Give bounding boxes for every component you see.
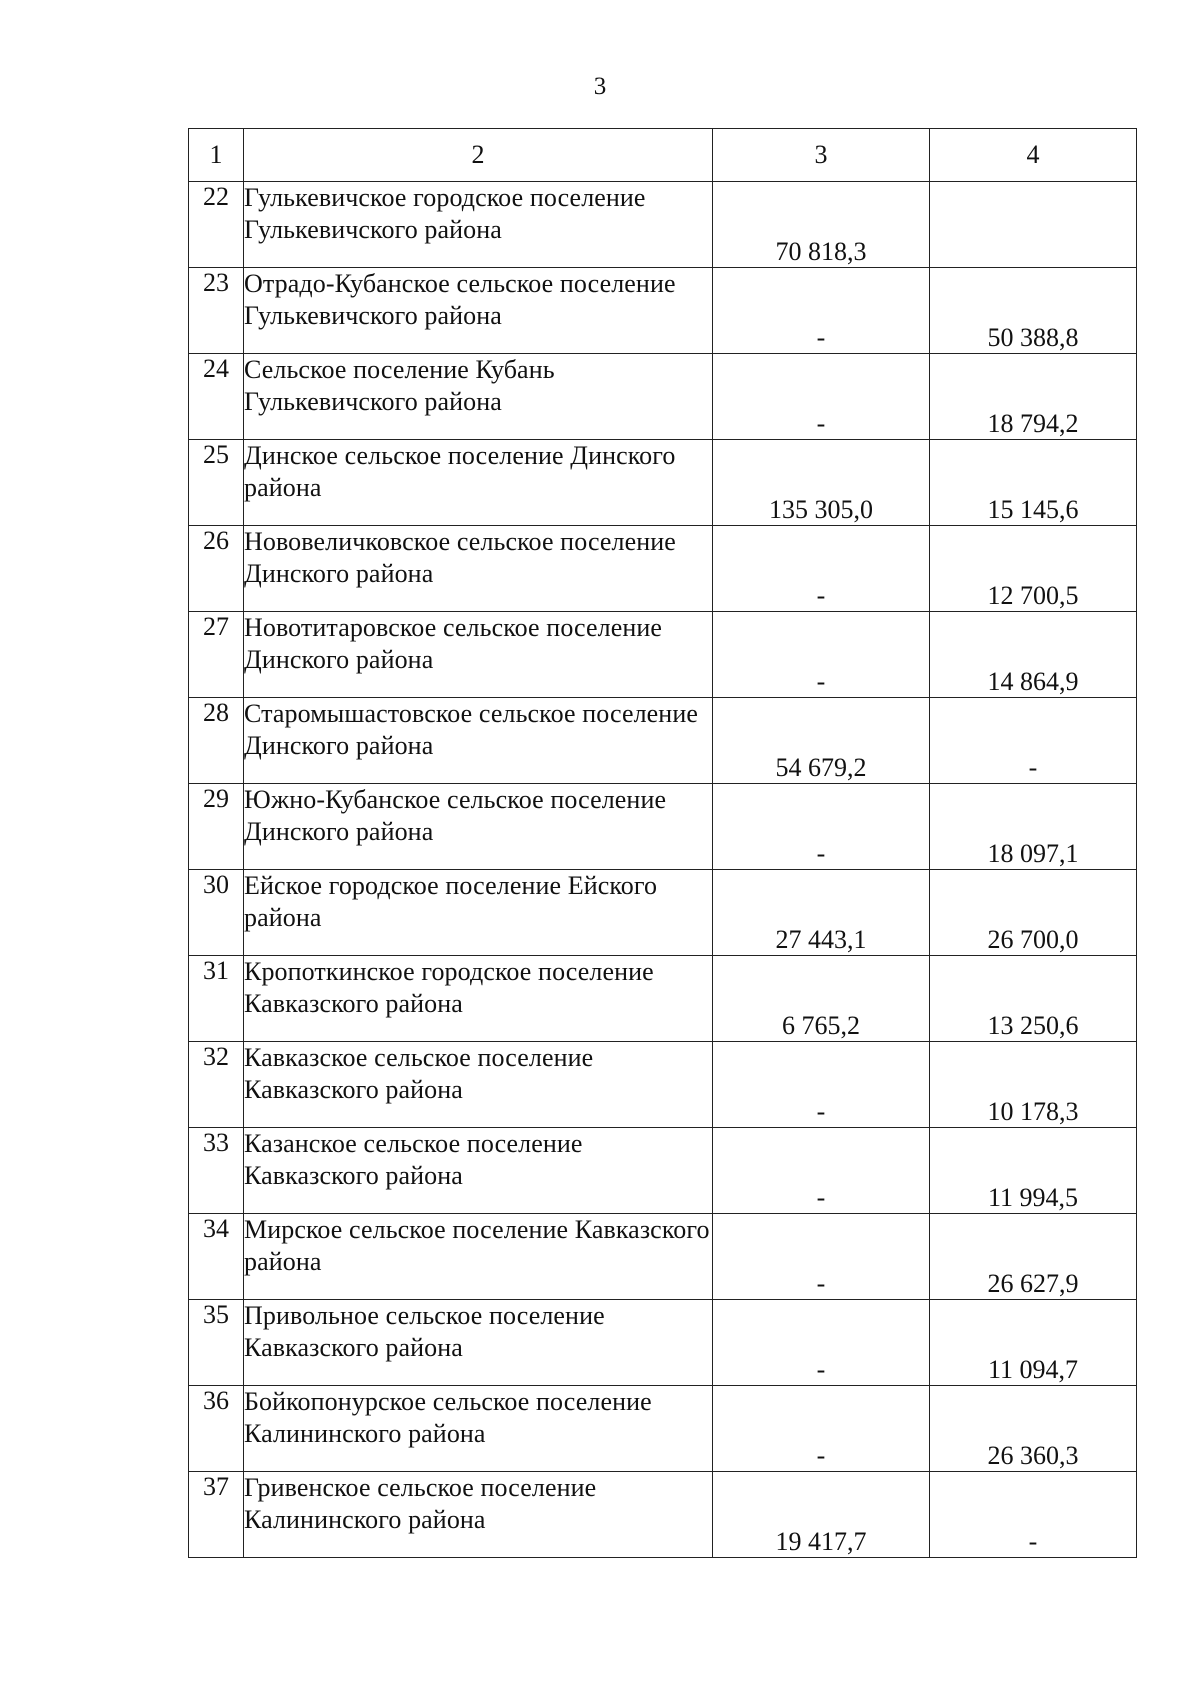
row-number-cell: 24	[189, 354, 244, 440]
table-row	[189, 1472, 1137, 1558]
column-4-value-cell: 11 094,7	[930, 1300, 1137, 1386]
table-header-row	[189, 129, 1137, 182]
row-number-cell: 29	[189, 784, 244, 870]
column-3-value-cell: -	[713, 526, 930, 612]
table-row	[189, 182, 1137, 268]
column-header-4: 4	[930, 129, 1137, 182]
table-row	[189, 1128, 1137, 1214]
settlement-name-cell: Динское сельское поселение Динского района	[244, 440, 713, 526]
row-number-cell: 27	[189, 612, 244, 698]
row-number-cell: 32	[189, 1042, 244, 1128]
table-row	[189, 268, 1137, 354]
settlement-name-cell: Нововеличковское сельское поселение Динского района	[244, 526, 713, 612]
column-3-value-cell: 135 305,0	[713, 440, 930, 526]
column-4-value-cell: 50 388,8	[930, 268, 1137, 354]
table-row	[189, 1300, 1137, 1386]
column-3-value-cell: -	[713, 1300, 930, 1386]
table-row	[189, 354, 1137, 440]
column-4-value-cell: 10 178,3	[930, 1042, 1137, 1128]
settlement-name-cell: Привольное сельское поселение Кавказского района	[244, 1300, 713, 1386]
row-number-cell: 35	[189, 1300, 244, 1386]
column-4-value-cell: 11 994,5	[930, 1128, 1137, 1214]
data-table	[188, 128, 1137, 1558]
column-header-3: 3	[713, 129, 930, 182]
column-3-value-cell: -	[713, 612, 930, 698]
settlement-name-cell: Южно-Кубанское сельское поселение Динского района	[244, 784, 713, 870]
column-4-value-cell: 26 700,0	[930, 870, 1137, 956]
settlement-name-cell: Гривенское сельское поселение Калининского района	[244, 1472, 713, 1558]
column-3-value-cell: -	[713, 1128, 930, 1214]
column-4-value-cell: 18 097,1	[930, 784, 1137, 870]
column-3-value-cell: 54 679,2	[713, 698, 930, 784]
column-header-2: 2	[244, 129, 713, 182]
settlement-name-cell: Гулькевичское городское поселение Гулькевичского района	[244, 182, 713, 268]
table-row	[189, 784, 1137, 870]
row-number-cell: 23	[189, 268, 244, 354]
table-row	[189, 612, 1137, 698]
column-4-value-cell: 26 627,9	[930, 1214, 1137, 1300]
column-4-value-cell: 18 794,2	[930, 354, 1137, 440]
column-3-value-cell: -	[713, 1386, 930, 1472]
column-3-value-cell: 6 765,2	[713, 956, 930, 1042]
column-4-value-cell	[930, 182, 1137, 268]
column-3-value-cell: 19 417,7	[713, 1472, 930, 1558]
column-4-value-cell: 15 145,6	[930, 440, 1137, 526]
column-3-value-cell: -	[713, 268, 930, 354]
settlement-name-cell: Бойкопонурское сельское поселение Калининского района	[244, 1386, 713, 1472]
column-3-value-cell: 27 443,1	[713, 870, 930, 956]
column-3-value-cell: -	[713, 1042, 930, 1128]
settlement-name-cell: Ейское городское поселение Ейского района	[244, 870, 713, 956]
row-number-cell: 22	[189, 182, 244, 268]
settlement-name-cell: Сельское поселение Кубань Гулькевичского района	[244, 354, 713, 440]
table-body	[189, 182, 1137, 1558]
settlement-name-cell: Мирское сельское поселение Кавказского района	[244, 1214, 713, 1300]
column-4-value-cell: -	[930, 698, 1137, 784]
table-row	[189, 956, 1137, 1042]
settlement-name-cell: Кропоткинское городское поселение Кавказского района	[244, 956, 713, 1042]
column-3-value-cell: -	[713, 784, 930, 870]
row-number-cell: 26	[189, 526, 244, 612]
column-header-1: 1	[189, 129, 244, 182]
column-4-value-cell: 26 360,3	[930, 1386, 1137, 1472]
column-4-value-cell: 12 700,5	[930, 526, 1137, 612]
column-4-value-cell: 13 250,6	[930, 956, 1137, 1042]
page-number: 3	[593, 73, 607, 100]
row-number-cell: 36	[189, 1386, 244, 1472]
settlement-name-cell: Старомышастовское сельское поселение Динского района	[244, 698, 713, 784]
table-row	[189, 698, 1137, 784]
row-number-cell: 37	[189, 1472, 244, 1558]
table-row	[189, 1042, 1137, 1128]
settlement-name-cell: Кавказское сельское поселение Кавказского района	[244, 1042, 713, 1128]
row-number-cell: 25	[189, 440, 244, 526]
settlement-name-cell: Отрадо-Кубанское сельское поселение Гулькевичского района	[244, 268, 713, 354]
column-3-value-cell: -	[713, 354, 930, 440]
column-4-value-cell: 14 864,9	[930, 612, 1137, 698]
row-number-cell: 30	[189, 870, 244, 956]
table-row	[189, 440, 1137, 526]
row-number-cell: 34	[189, 1214, 244, 1300]
settlement-name-cell: Новотитаровское сельское поселение Динского района	[244, 612, 713, 698]
table-row	[189, 870, 1137, 956]
column-3-value-cell: -	[713, 1214, 930, 1300]
row-number-cell: 33	[189, 1128, 244, 1214]
row-number-cell: 28	[189, 698, 244, 784]
column-3-value-cell: 70 818,3	[713, 182, 930, 268]
table-row	[189, 1386, 1137, 1472]
column-4-value-cell: -	[930, 1472, 1137, 1558]
table-row	[189, 1214, 1137, 1300]
table-row	[189, 526, 1137, 612]
row-number-cell: 31	[189, 956, 244, 1042]
settlement-name-cell: Казанское сельское поселение Кавказского района	[244, 1128, 713, 1214]
